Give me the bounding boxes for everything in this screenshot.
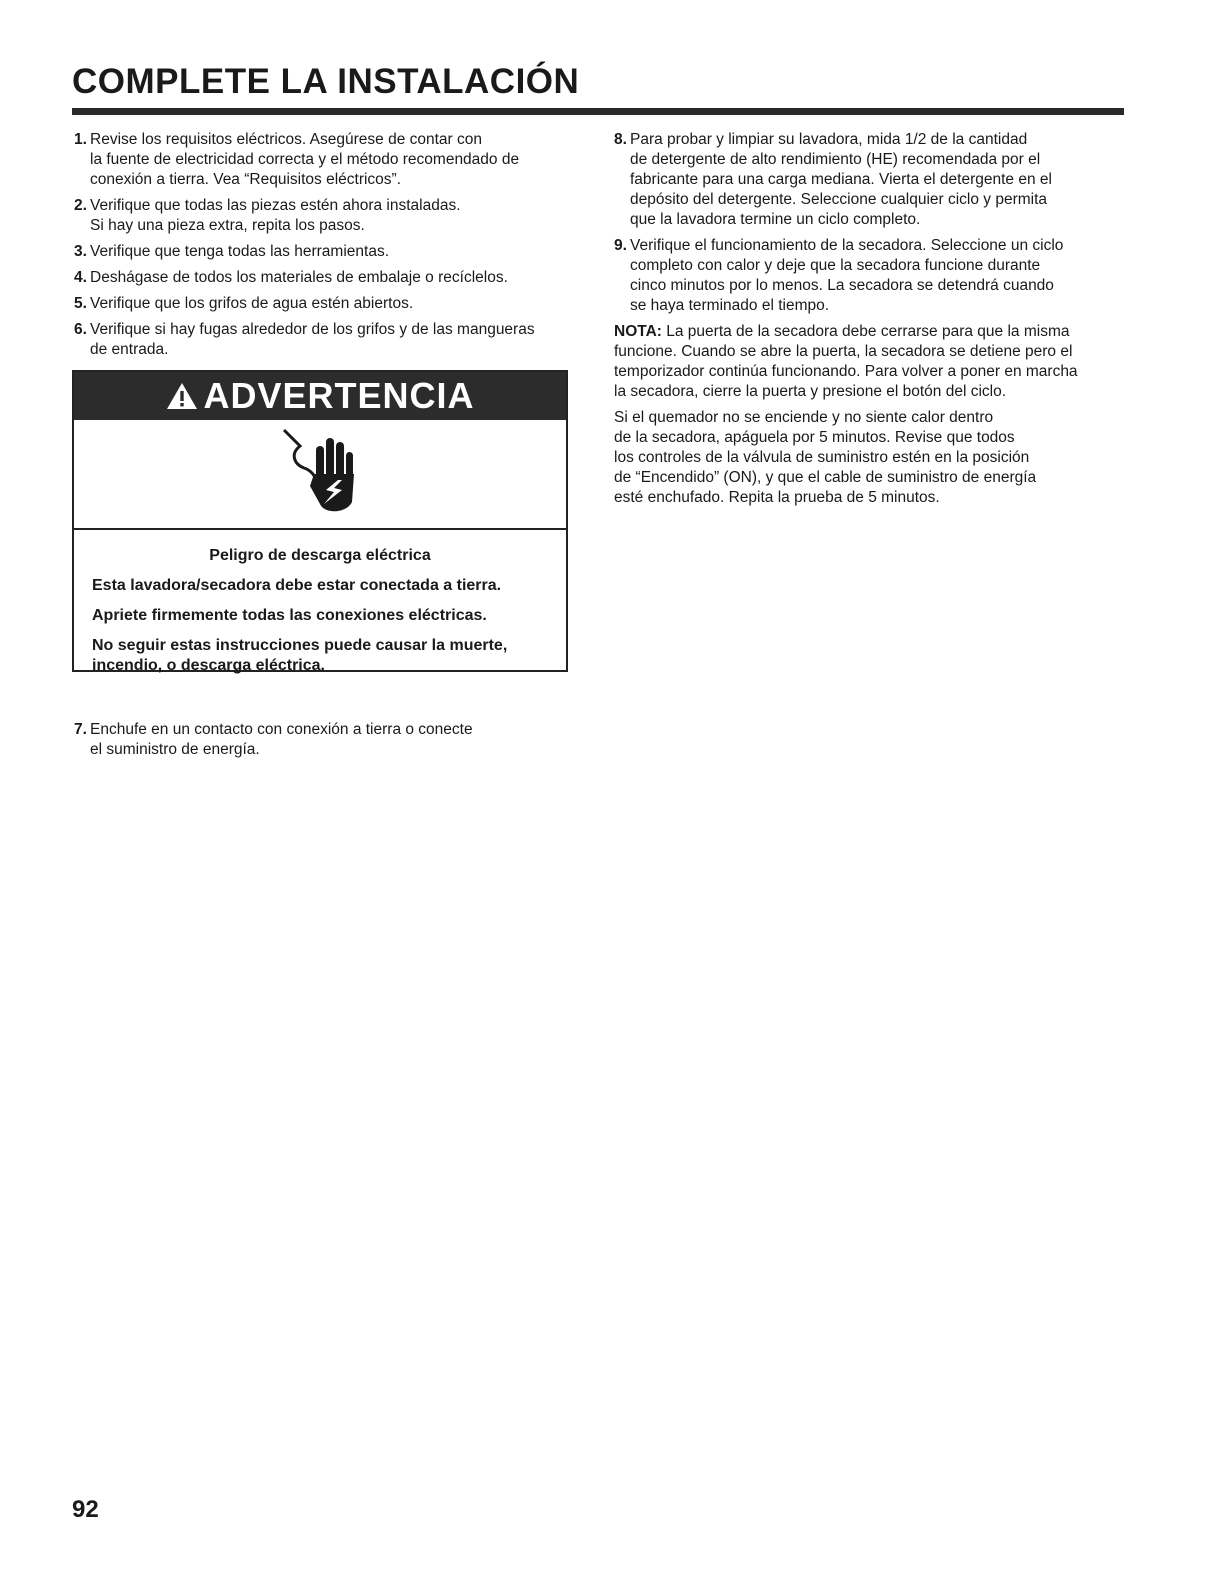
list-item <box>74 242 584 262</box>
warning-header <box>74 372 566 420</box>
step-text: Verifique que tenga todas las herramientas. <box>90 243 389 260</box>
warning-title: Peligro de descarga eléctrica <box>209 547 431 564</box>
step-number: 1. <box>74 131 87 148</box>
page-number: 92 <box>72 1496 99 1523</box>
list-item <box>74 720 584 760</box>
step-number: 2. <box>74 197 87 214</box>
step-text: Enchufe en un contacto con conexión a tierra o conecte el suministro de energía. <box>90 721 473 758</box>
list-item <box>614 130 1126 230</box>
step-text: Para probar y limpiar su lavadora, mida 1/2 de la cantidad de detergente de alto rendimiento (HE) recomendada por el fabricante para una carga mediana. Vierta el detergente en el depósito del detergente. Seleccione cualquier ciclo y permita que la lavadora termine un ciclo completo. <box>630 131 1052 228</box>
step-text: Verifique el funcionamiento de la secadora. Seleccione un ciclo completo con calor y deje que la secadora funcione durante cinco minutos por lo menos. La secadora se detendrá cuando se haya terminado el tiempo. <box>630 237 1064 314</box>
page-title: COMPLETE LA INSTALACIÓN <box>72 62 580 101</box>
burner-paragraph: Si el quemador no se enciende y no siente calor dentro de la secadora, apáguela por 5 minutos. Revise que todos los controles de la válvula de suministro estén en la posición de “Encendido” (ON), y que el cable de suministro de energía esté enchufado. Repita la prueba de 5 minutos. <box>614 409 1037 506</box>
warning-triangle-icon <box>165 381 199 411</box>
step-number: 5. <box>74 295 87 312</box>
step-number: 4. <box>74 269 87 286</box>
step-text: Verifique que todas las piezas estén ahora instaladas. Si hay una pieza extra, repita los pasos. <box>90 197 461 234</box>
warning-line: No seguir estas instrucciones puede causar la muerte, incendio, o descarga eléctrica. <box>92 637 508 674</box>
step-text: Deshágase de todos los materiales de embalaje o recíclelos. <box>90 269 508 286</box>
note-label: NOTA: <box>614 323 662 340</box>
list-item <box>74 196 584 236</box>
step-number: 3. <box>74 243 87 260</box>
warning-line: Esta lavadora/secadora debe estar conectada a tierra. <box>92 577 502 594</box>
list-item <box>614 236 1126 316</box>
step-7 <box>74 720 584 766</box>
note-text: La puerta de la secadora debe cerrarse para que la misma funcione. Cuando se abre la puerta, la secadora se detiene pero el temporizador continúa funcionando. Para volver a poner en marcha la secadora, cierre la puerta y presione el botón del ciclo. <box>614 323 1078 400</box>
right-column <box>614 130 1126 514</box>
title-rule <box>72 108 1124 115</box>
electric-shock-hand-icon <box>280 424 360 525</box>
step-number: 8. <box>614 131 627 148</box>
list-item <box>74 320 584 360</box>
warning-body <box>74 530 566 676</box>
step-number: 6. <box>74 321 87 338</box>
warning-heading: ADVERTENCIA <box>203 375 475 416</box>
warning-icon-area <box>74 420 566 530</box>
list-item <box>74 268 584 288</box>
list-item <box>74 130 584 190</box>
step-number: 9. <box>614 237 627 254</box>
step-text: Verifique que los grifos de agua estén abiertos. <box>90 295 414 312</box>
list-item <box>74 294 584 314</box>
warning-line: Apriete firmemente todas las conexiones eléctricas. <box>92 607 487 624</box>
step-text: Revise los requisitos eléctricos. Asegúrese de contar con la fuente de electricidad correcta y el método recomendado de conexión a tierra. Vea “Requisitos eléctricos”. <box>90 131 520 188</box>
left-column <box>74 130 584 366</box>
warning-box <box>72 370 568 672</box>
step-number: 7. <box>74 721 87 738</box>
note-paragraph <box>614 322 1126 402</box>
step-text: Verifique si hay fugas alrededor de los grifos y de las mangueras de entrada. <box>90 321 535 358</box>
